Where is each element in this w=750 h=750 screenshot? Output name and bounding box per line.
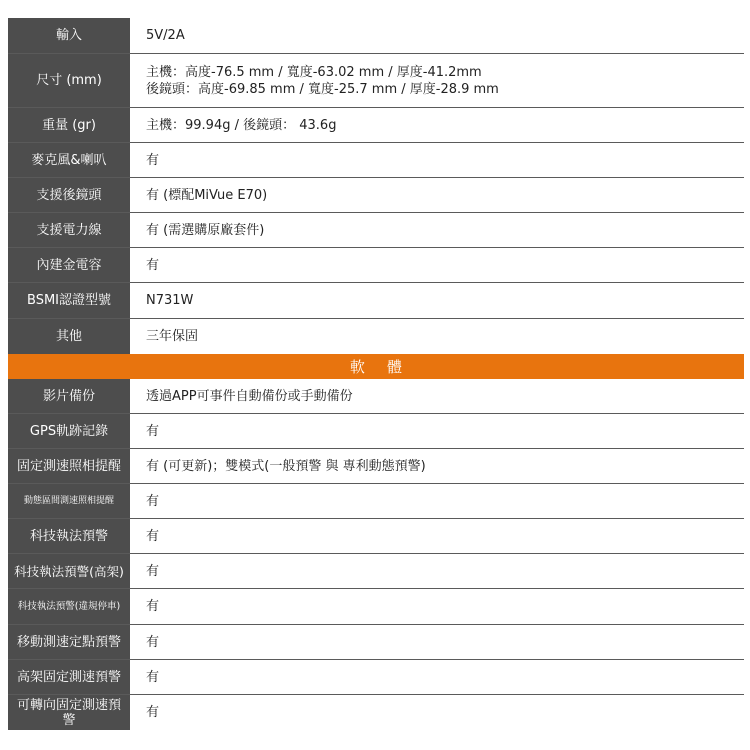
- row-label: GPS軌跡記錄: [8, 414, 130, 448]
- row-label: 輸入: [8, 18, 130, 53]
- row-label: 其他: [8, 319, 130, 354]
- row-label: 可轉向固定測速預警: [8, 695, 130, 730]
- row-value: 主機：99.94g / 後鏡頭： 43.6g: [134, 108, 744, 142]
- spec-row-tech-enforcement-parking: [8, 589, 744, 625]
- spec-row-gps-track: [8, 414, 744, 449]
- spec-row-elevated-fixed-speed: [8, 660, 744, 695]
- section-header-software: 軟體: [8, 354, 744, 379]
- spec-row-tech-enforcement-elevated: [8, 554, 744, 589]
- row-value: 有: [134, 554, 744, 588]
- row-value: 三年保固: [134, 319, 744, 354]
- row-value: 有: [134, 484, 744, 518]
- row-value: 主機：高度-76.5 mm / 寬度-63.02 mm / 厚度-41.2mm 後鏡頭：高度-69.85 mm / 寬度-25.7 mm / 厚度-28.9 mm: [134, 54, 744, 107]
- row-label: 動態區間測速照相提醒: [8, 484, 130, 518]
- spec-row-power-cable: [8, 213, 744, 248]
- row-value: 有: [134, 695, 744, 730]
- row-label: 科技執法預警: [8, 519, 130, 553]
- spec-row-capacitor: [8, 248, 744, 283]
- spec-row-input: [8, 18, 744, 54]
- row-value: 有 (需選購原廠套件): [134, 213, 744, 247]
- row-label: 支援後鏡頭: [8, 178, 130, 212]
- row-label: BSMI認證型號: [8, 283, 130, 318]
- row-value: 有: [134, 143, 744, 177]
- spec-row-other: [8, 319, 744, 354]
- row-value: 有 (可更新)；雙模式(一般預警 與 專利動態預警): [134, 449, 744, 483]
- row-value: 有: [134, 248, 744, 282]
- row-value: 有: [134, 519, 744, 553]
- row-label: 影片備份: [8, 379, 130, 413]
- spec-row-rear-camera: [8, 178, 744, 213]
- spec-row-fixed-speed-camera: [8, 449, 744, 484]
- row-label: 科技執法預警(違規停車): [8, 589, 130, 624]
- row-label: 固定測速照相提醒: [8, 449, 130, 483]
- row-label: 內建金電容: [8, 248, 130, 282]
- row-value: 有: [134, 589, 744, 624]
- row-value: N731W: [134, 283, 744, 318]
- spec-row-weight: [8, 108, 744, 143]
- row-value: 有: [134, 414, 744, 448]
- spec-row-mobile-speed-point: [8, 625, 744, 660]
- spec-row-tech-enforcement: [8, 519, 744, 554]
- row-value: 有 (標配MiVue E70): [134, 178, 744, 212]
- row-label: 重量 (gr): [8, 108, 130, 142]
- row-value: 有: [134, 625, 744, 659]
- row-value: 5V/2A: [134, 18, 744, 53]
- row-label: 移動測速定點預警: [8, 625, 130, 659]
- row-label: 支援電力線: [8, 213, 130, 247]
- spec-row-video-backup: [8, 379, 744, 414]
- spec-row-dimensions: [8, 54, 744, 108]
- spec-row-section-speed-camera: [8, 484, 744, 519]
- spec-row-bsmi: [8, 283, 744, 319]
- spec-row-mic-speaker: [8, 143, 744, 178]
- spec-table: [8, 18, 744, 730]
- spec-row-steerable-fixed-speed: [8, 695, 744, 730]
- row-label: 尺寸 (mm): [8, 54, 130, 107]
- row-value: 有: [134, 660, 744, 694]
- row-label: 高架固定測速預警: [8, 660, 130, 694]
- row-label: 科技執法預警(高架): [8, 554, 130, 588]
- row-value: 透過APP可事件自動備份或手動備份: [134, 379, 744, 413]
- row-label: 麥克風&喇叭: [8, 143, 130, 177]
